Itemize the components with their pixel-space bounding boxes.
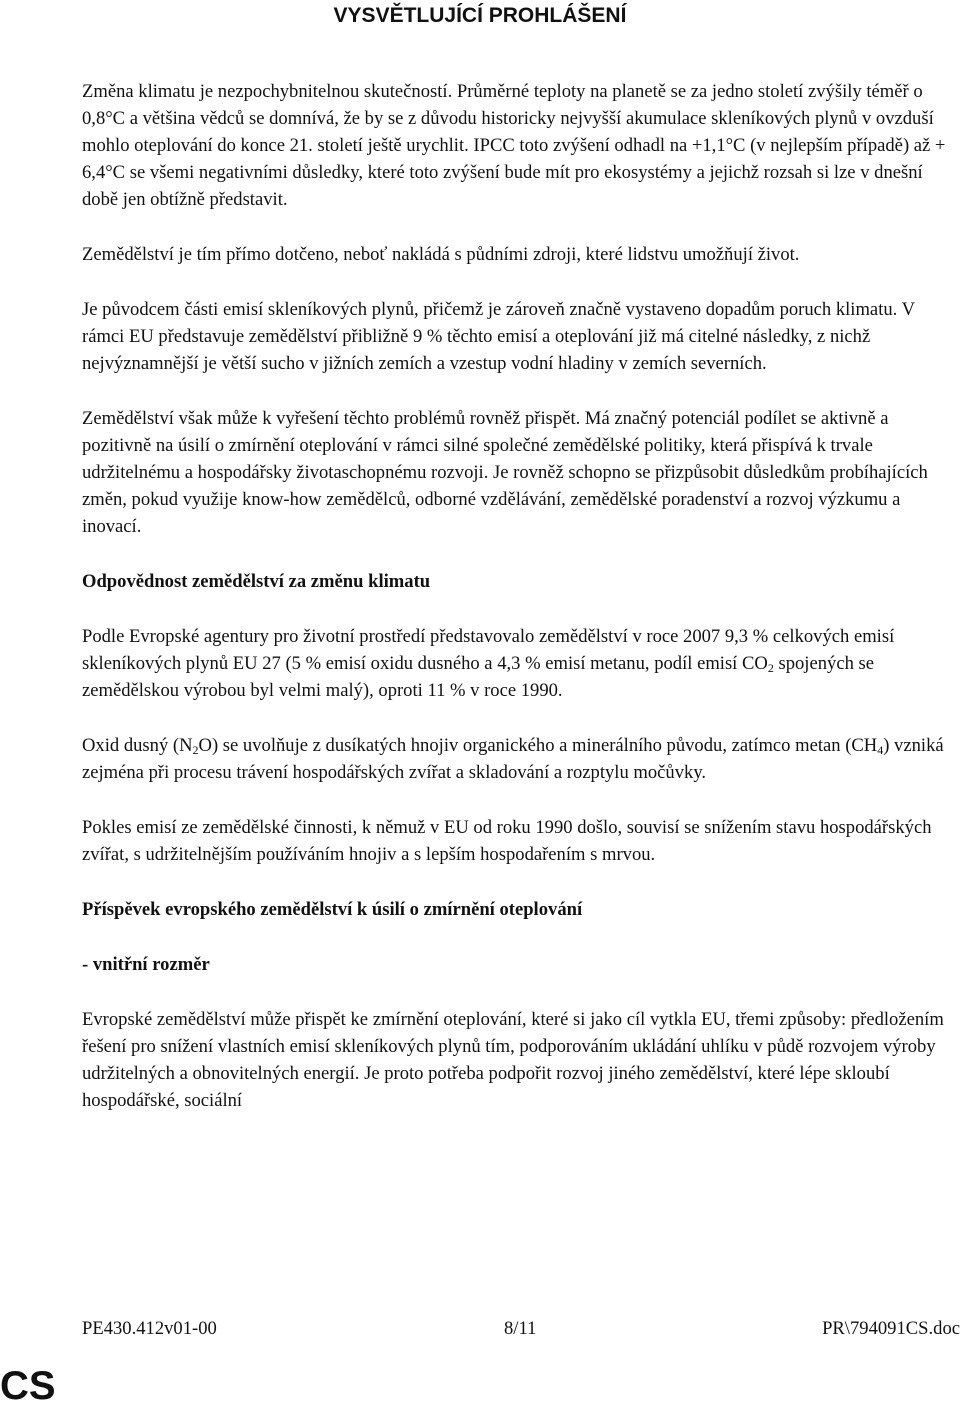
paragraph-emissions-source: Je původcem části emisí skleníkových plynů, přičemž je zároveň značně vystaveno dopadům poruch klimatu. V rámci EU představuje zemědělství přibližně 9 % těchto emisí a oteplování již má citelné následky, z nichž nejvýznamnější je větší sucho v jižních zemích a vzestup vodní hladiny v zemích severních. xyxy=(82,299,915,374)
subscript: 4 xyxy=(877,743,884,757)
text-segment: spojených se zemědělskou výrobou byl velmi malý), oproti 11 % v roce 1990. xyxy=(82,653,875,701)
text-segment: Oxid dusný (N xyxy=(82,735,193,756)
page-footer xyxy=(82,1318,960,1346)
subscript: 2 xyxy=(767,661,774,675)
subscript: 2 xyxy=(192,743,199,757)
paragraph-nitrous-oxide xyxy=(82,732,952,786)
paragraph-three-ways: Evropské zemědělství může přispět ke zmírnění oteplování, které si jako cíl vytkla EU, třemi způsoby: předložením řešení pro snížení vlastních emisí skleníkových plynů tím, podporováním ukládání uhlíku v půdě rozvojem výroby udržitelných a obnovitelných energií. Je proto potřeba podpořit rozvoj jiného zemědělství, které lépe skloubí hospodářské, sociální xyxy=(82,1009,944,1111)
page-title: VYSVĚTLUJÍCÍ PROHLÁŠENÍ xyxy=(333,4,627,27)
paragraph-emission-decline: Pokles emisí ze zemědělské činnosti, k němuž v EU od roku 1990 došlo, souvisí se snížením stavu hospodářských zvířat, s udržitelnějším používáním hnojiv a s lepším hospodařením s mrvou. xyxy=(82,817,932,865)
heading-responsibility: Odpovědnost zemědělství za změnu klimatu xyxy=(82,571,431,592)
paragraph-climate-change: Změna klimatu je nezpochybnitelnou skutečností. Průměrné teploty na planetě se za jedno století zvýšily téměř o 0,8°C a většina vědců se domnívá, že by se z důvodu historicky nejvyšší akumulace skleníkových plynů v ovzduší mohlo oteplování do konce 21. století ještě urychlit. IPCC toto zvýšení odhadl na +1,1°C (v nejlepším případě) až + 6,4°C se všemi negativními důsledky, které toto zvýšení bude mít pro ekosystémy a jejichž rozsah si lze v dnešní době jen obtížně představit. xyxy=(82,81,946,210)
language-code: CS xyxy=(0,1364,56,1408)
text-segment: Podle Evropské agentury pro životní prostředí představovalo zemědělství v roce 2007 9,3 % celkových emisí skleníkových plynů EU 27 (5 % emisí oxidu dusného a 4,3 % emisí metanu, podíl emisí CO xyxy=(82,626,895,674)
heading-contribution: Příspěvek evropského zemědělství k úsilí o zmírnění oteplování xyxy=(82,899,583,920)
footer-file-name: PR\794091CS.doc xyxy=(822,1318,960,1339)
paragraph-eea-statistics xyxy=(82,623,952,704)
heading-internal-dimension: - vnitřní rozměr xyxy=(82,954,210,975)
text-segment: O) se uvolňuje z dusíkatých hnojiv organického a minerálního původu, zatímco metan (CH xyxy=(198,735,878,756)
footer-doc-ref: PE430.412v01-00 xyxy=(82,1318,217,1339)
text-segment: ) vzniká zejména při procesu trávení hospodářských zvířat a skladování a rozptylu močůvky. xyxy=(82,735,944,783)
document-body xyxy=(82,78,952,1142)
paragraph-agriculture-potential: Zemědělství však může k vyřešení těchto problémů rovněž přispět. Má značný potenciál podílet se aktivně a pozitivně na úsilí o zmírnění oteplování v rámci silné společné zemědělské politiky, která přispívá k trvale udržitelnému a hospodářsky životaschopnému rozvoji. Je rovněž schopno se přizpůsobit důsledkům probíhajících změn, pokud využije know-how zemědělců, odborné vzdělávání, zemědělské poradenství a rozvoj výzkumu a inovací. xyxy=(82,408,928,537)
paragraph-agriculture-affected: Zemědělství je tím přímo dotčeno, neboť nakládá s půdními zdroji, které lidstvu umožňují život. xyxy=(82,244,800,265)
footer-page-number: 8/11 xyxy=(504,1318,537,1339)
